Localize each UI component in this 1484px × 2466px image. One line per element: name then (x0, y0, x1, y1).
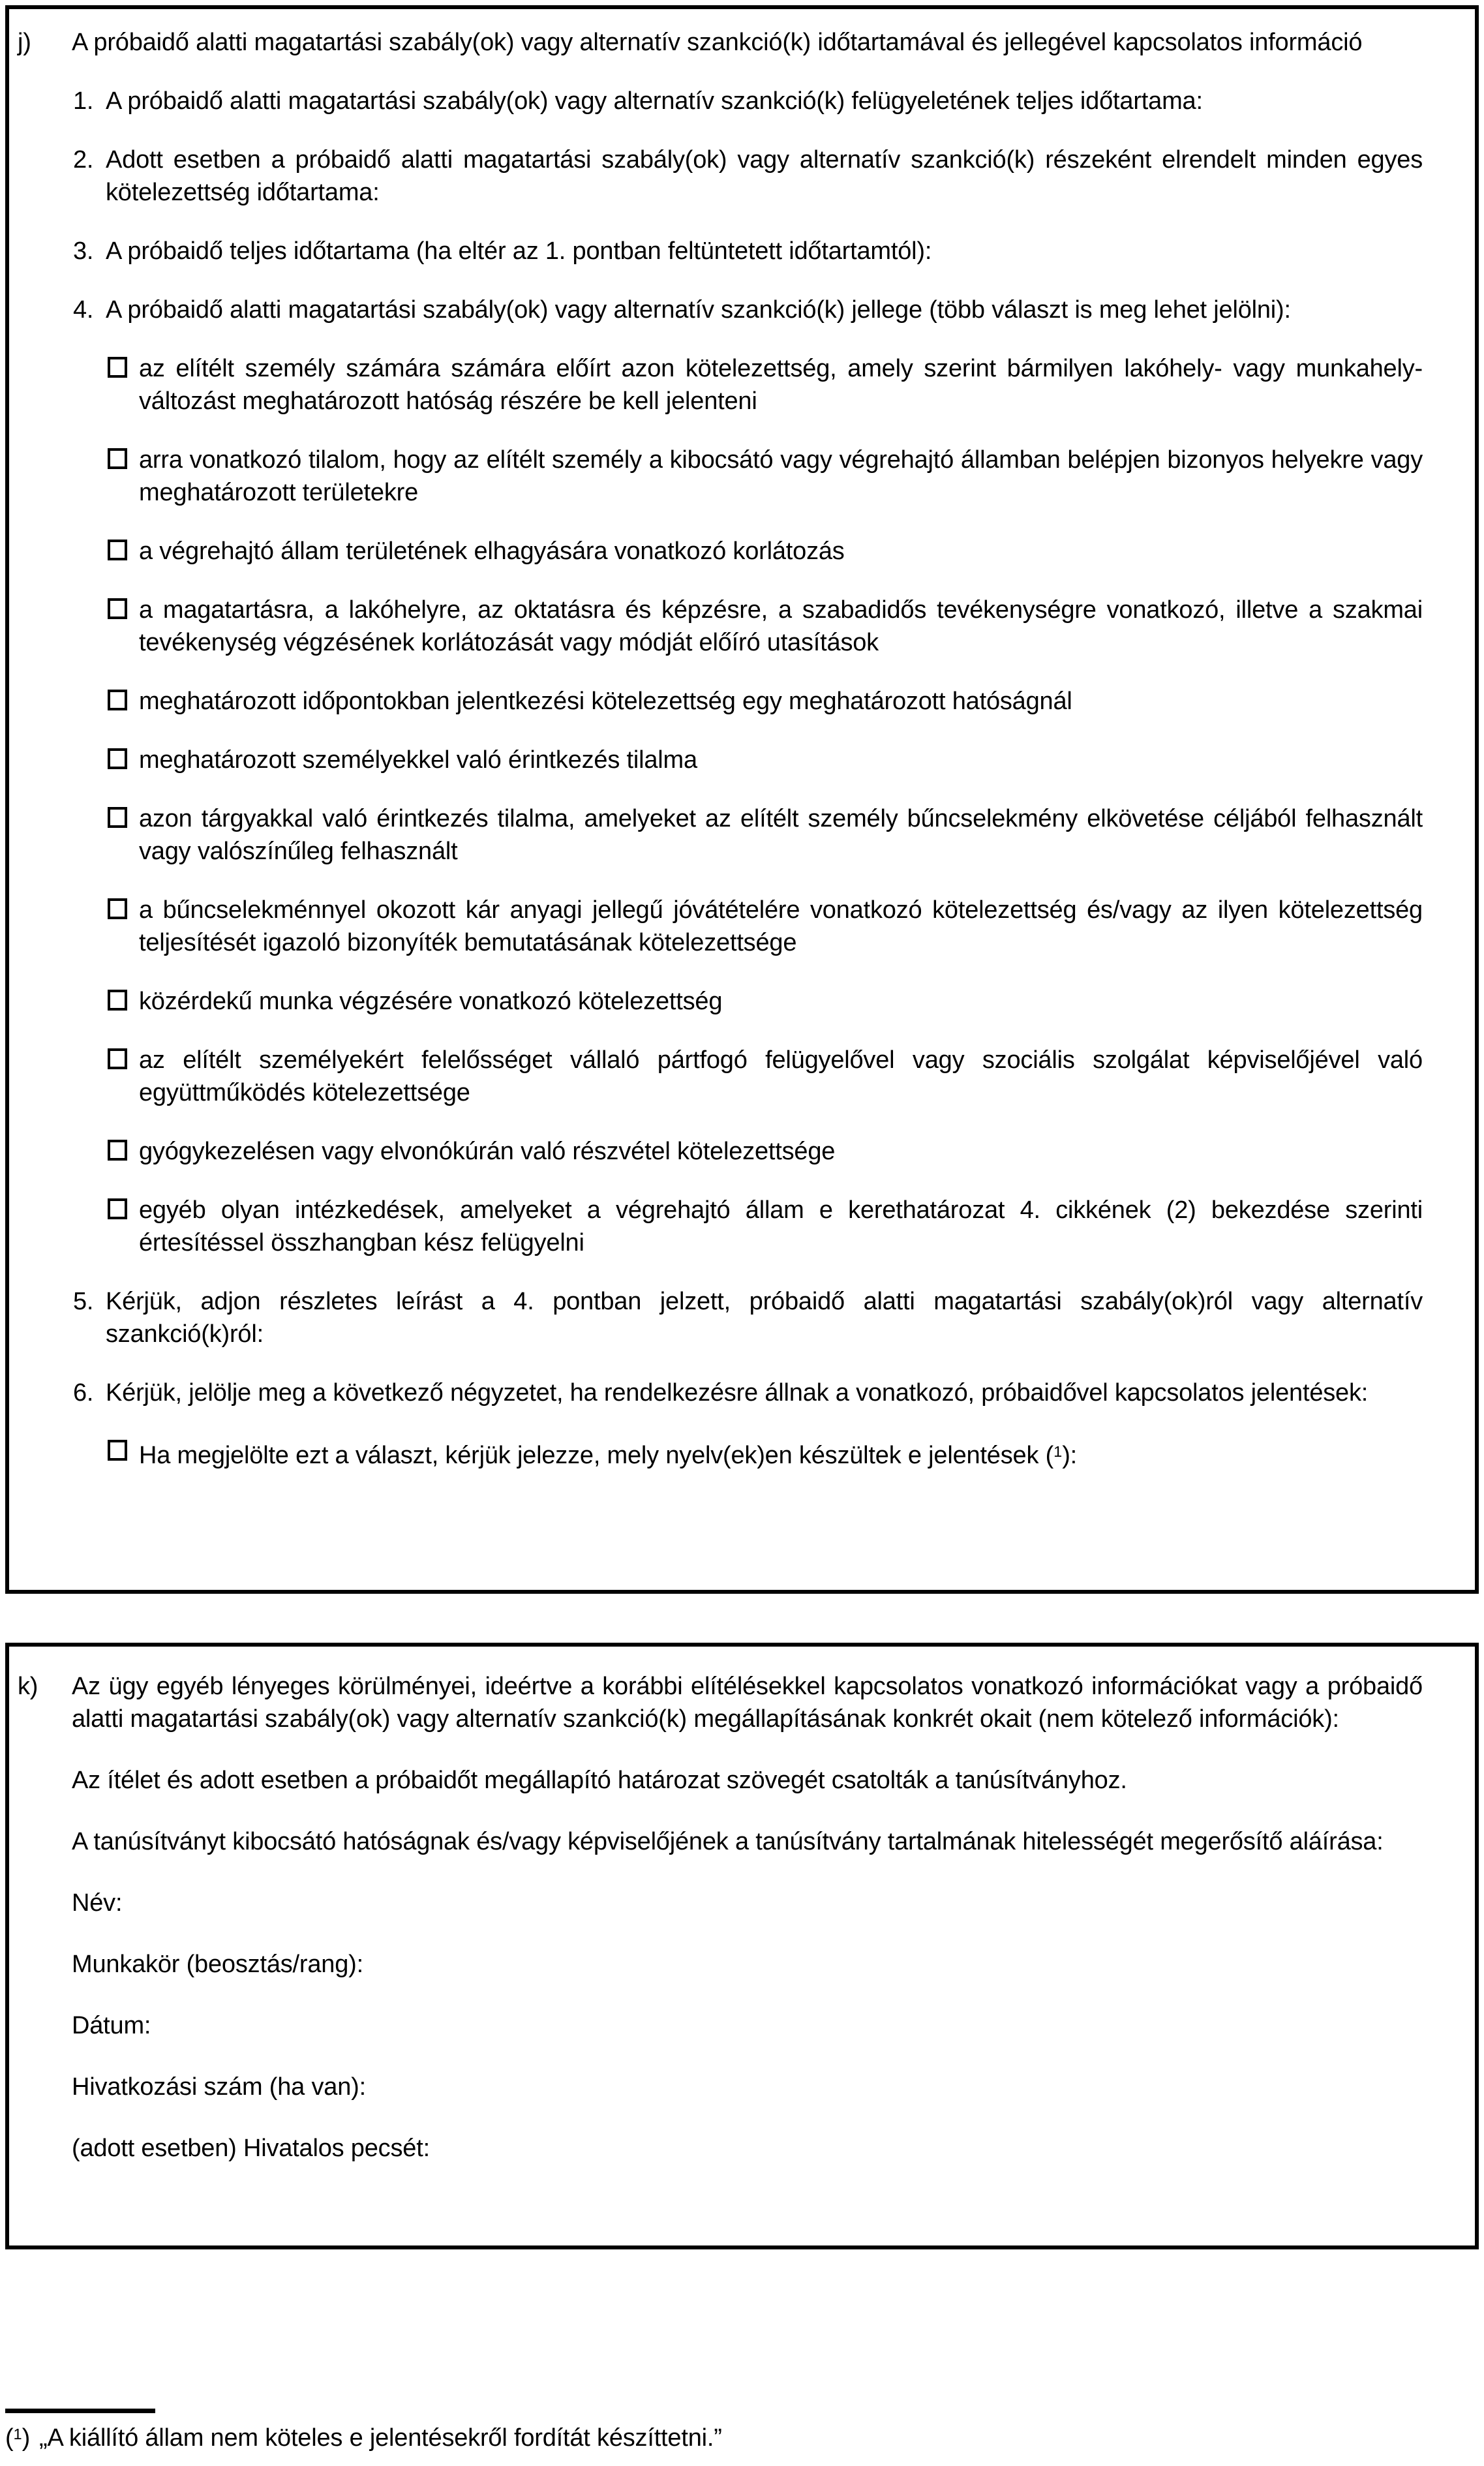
section-j-intro (18, 26, 1423, 59)
item-3-number: 3. (73, 237, 94, 265)
item-3 (73, 235, 1423, 267)
signature-statement: A tanúsítványt kibocsátó hatóságnak és/vagy képviselőjének a tanúsítvány tartalmának hitelességét megerősítő aláírása: (72, 1828, 1384, 1855)
name-field-label: Név: (72, 1889, 123, 1917)
item-2-number: 2. (73, 146, 94, 174)
checkbox-item-territory-restriction (139, 535, 1423, 568)
item-5 (73, 1285, 1423, 1350)
item-1 (73, 85, 1423, 117)
checkbox-item-text: Ha megjelölte ezt a választ, kérjük jelezze, mely nyelv(ek)en készültek e jelentések ($^1$): (139, 1441, 1078, 1469)
checkbox-item-text: az elítélt személyekért felelősséget vállaló pártfogó felügyelővel vagy szociális szolgálat képviselőjével való együttműködés kötelezettsége (139, 1046, 1423, 1106)
item-1-number: 1. (73, 87, 94, 115)
section-k-box (5, 1643, 1479, 2249)
attached-judgment-note: Az ítélet és adott esetben a próbaidőt megállapító határozat szövegét csatolták a tanúsítványhoz. (72, 1767, 1127, 1794)
checkbox-item-probation-officer-cooperation (139, 1044, 1423, 1109)
empty-checkbox-icon[interactable] (108, 807, 127, 828)
footnote-divider (5, 2409, 155, 2413)
checkbox-item-damage-compensation (139, 894, 1423, 959)
checkbox-item-text: egyéb olyan intézkedések, amelyeket a végrehajtó állam e kerethatározat 4. cikkének (2) bekezdése szerinti értesítéssel összhangban kész felügyelni (139, 1196, 1423, 1256)
empty-checkbox-icon[interactable] (108, 748, 127, 769)
checkbox-item-community-service (139, 985, 1423, 1018)
empty-checkbox-icon[interactable] (108, 540, 127, 560)
footnote-marker: ($^1$) (5, 2424, 31, 2452)
checkbox-item-contact-ban-objects (139, 802, 1423, 868)
item-1-text: A próbaidő alatti magatartási szabály(ok) vagy alternatív szankció(k) felügyeletének teljes időtartama: (106, 87, 1203, 115)
checkbox-item-text: meghatározott személyekkel való érintkezés tilalma (139, 746, 697, 774)
section-k-label: k) (18, 1673, 38, 1700)
item-4-text: A próbaidő alatti magatartási szabály(ok) vagy alternatív szankció(k) jellege (több választ is meg lehet jelölni): (106, 296, 1291, 324)
footnote (5, 2418, 1375, 2454)
empty-checkbox-icon[interactable] (108, 990, 127, 1011)
item-6-text: Kérjük, jelölje meg a következő négyzetet, ha rendelkezésre állnak a vonatkozó, próbaidővel kapcsolatos jelentések: (106, 1379, 1369, 1407)
checkbox-item-reporting-duty (139, 685, 1423, 718)
checkbox-item-therapy-treatment (139, 1135, 1423, 1168)
item-4 (73, 294, 1423, 326)
position-field-label: Munkakör (beosztás/rang): (72, 1951, 363, 1978)
checkbox-item-text: gyógykezelésen vagy elvonókúrán való részvétel kötelezettsége (139, 1138, 836, 1165)
section-k-intro (18, 1670, 1423, 1735)
section-j-label: j) (18, 29, 31, 56)
item-5-text: Kérjük, adjon részletes leírást a 4. pontban jelzett, próbaidő alatti magatartási szabály(ok)ról vagy alternatív szankció(k)ról: (106, 1288, 1423, 1348)
checkbox-item-text: a bűncselekménnyel okozott kár anyagi jellegű jóvátételére vonatkozó kötelezettség és/vagy az ilyen kötelezettség teljesítését igazoló bizonyíték bemutatásának kötelezettsége (139, 896, 1423, 956)
empty-checkbox-icon[interactable] (108, 1198, 127, 1219)
section-k-intro-text: Az ügy egyéb lényeges körülményei, ideértve a korábbi elítélésekkel kapcsolatos vonatkozó információkat vagy a próbaidő alatti magatartási szabály(ok) vagy alternatív szankció(k) megállapításának konkrét okait (nem kötelező információk): (72, 1673, 1423, 1733)
item-3-text: A próbaidő teljes időtartama (ha eltér az 1. pontban feltüntetett időtartamtól): (106, 237, 932, 265)
checkbox-item-entry-ban (139, 444, 1423, 509)
checkbox-item-report-languages (139, 1435, 1423, 1472)
checkbox-item-text: meghatározott időpontokban jelentkezési kötelezettség egy meghatározott hatóságnál (139, 688, 1072, 715)
empty-checkbox-icon[interactable] (108, 1140, 127, 1161)
official-seal-field-label: (adott esetben) Hivatalos pecsét: (72, 2135, 430, 2162)
empty-checkbox-icon[interactable] (108, 357, 127, 378)
empty-checkbox-icon[interactable] (108, 898, 127, 919)
empty-checkbox-icon[interactable] (108, 448, 127, 469)
date-field-label: Dátum: (72, 2012, 151, 2039)
checkbox-item-conduct-instructions (139, 594, 1423, 659)
empty-checkbox-icon[interactable] (108, 1440, 127, 1461)
item-2-text: Adott esetben a próbaidő alatti magatartási szabály(ok) vagy alternatív szankció(k) részeként elrendelt minden egyes kötelezettség időtartama: (106, 146, 1423, 206)
checkbox-item-residence-change (139, 352, 1423, 418)
checkbox-item-other-measures (139, 1194, 1423, 1259)
checkbox-item-text: arra vonatkozó tilalom, hogy az elítélt személy a kibocsátó vagy végrehajtó államban belépjen bizonyos helyekre vagy meghatározott területekre (139, 446, 1423, 506)
empty-checkbox-icon[interactable] (108, 690, 127, 710)
checkbox-item-text: közérdekű munka végzésére vonatkozó kötelezettség (139, 988, 723, 1015)
empty-checkbox-icon[interactable] (108, 1048, 127, 1069)
checkbox-item-text: a végrehajtó állam területének elhagyására vonatkozó korlátozás (139, 538, 845, 565)
item-6 (73, 1377, 1423, 1409)
footnote-text: „A kiállító állam nem köteles e jelentésekről fordítát készíttetni.” (39, 2424, 722, 2452)
item-6-number: 6. (73, 1379, 94, 1407)
item-5-number: 5. (73, 1288, 94, 1315)
section-j-box (5, 5, 1479, 1594)
checkbox-item-text: az elítélt személy számára számára előírt azon kötelezettség, amely szerint bármilyen lakóhely- vagy munkahely-változást meghatározott hatóság részére be kell jelenteni (139, 355, 1423, 415)
footnote-reference-1: 1 (1053, 1443, 1063, 1460)
checkbox-item-contact-ban-persons (139, 744, 1423, 776)
item-4-number: 4. (73, 296, 94, 324)
checkbox-item-text: azon tárgyakkal való érintkezés tilalma, amelyeket az elítélt személy bűncselekmény elkövetése céljából felhasznált vagy valószínűleg felhasznált (139, 805, 1423, 865)
checkbox-item-text: a magatartásra, a lakóhelyre, az oktatásra és képzésre, a szabadidős tevékenységre vonatkozó, illetve a szakmai tevékenység végzésének korlátozását vagy módját előíró utasítások (139, 596, 1423, 656)
reference-number-field-label: Hivatkozási szám (ha van): (72, 2073, 366, 2101)
section-j-intro-text: A próbaidő alatti magatartási szabály(ok) vagy alternatív szankció(k) időtartamával és jellegével kapcsolatos információ (72, 29, 1363, 56)
item-2 (73, 144, 1423, 209)
empty-checkbox-icon[interactable] (108, 598, 127, 619)
